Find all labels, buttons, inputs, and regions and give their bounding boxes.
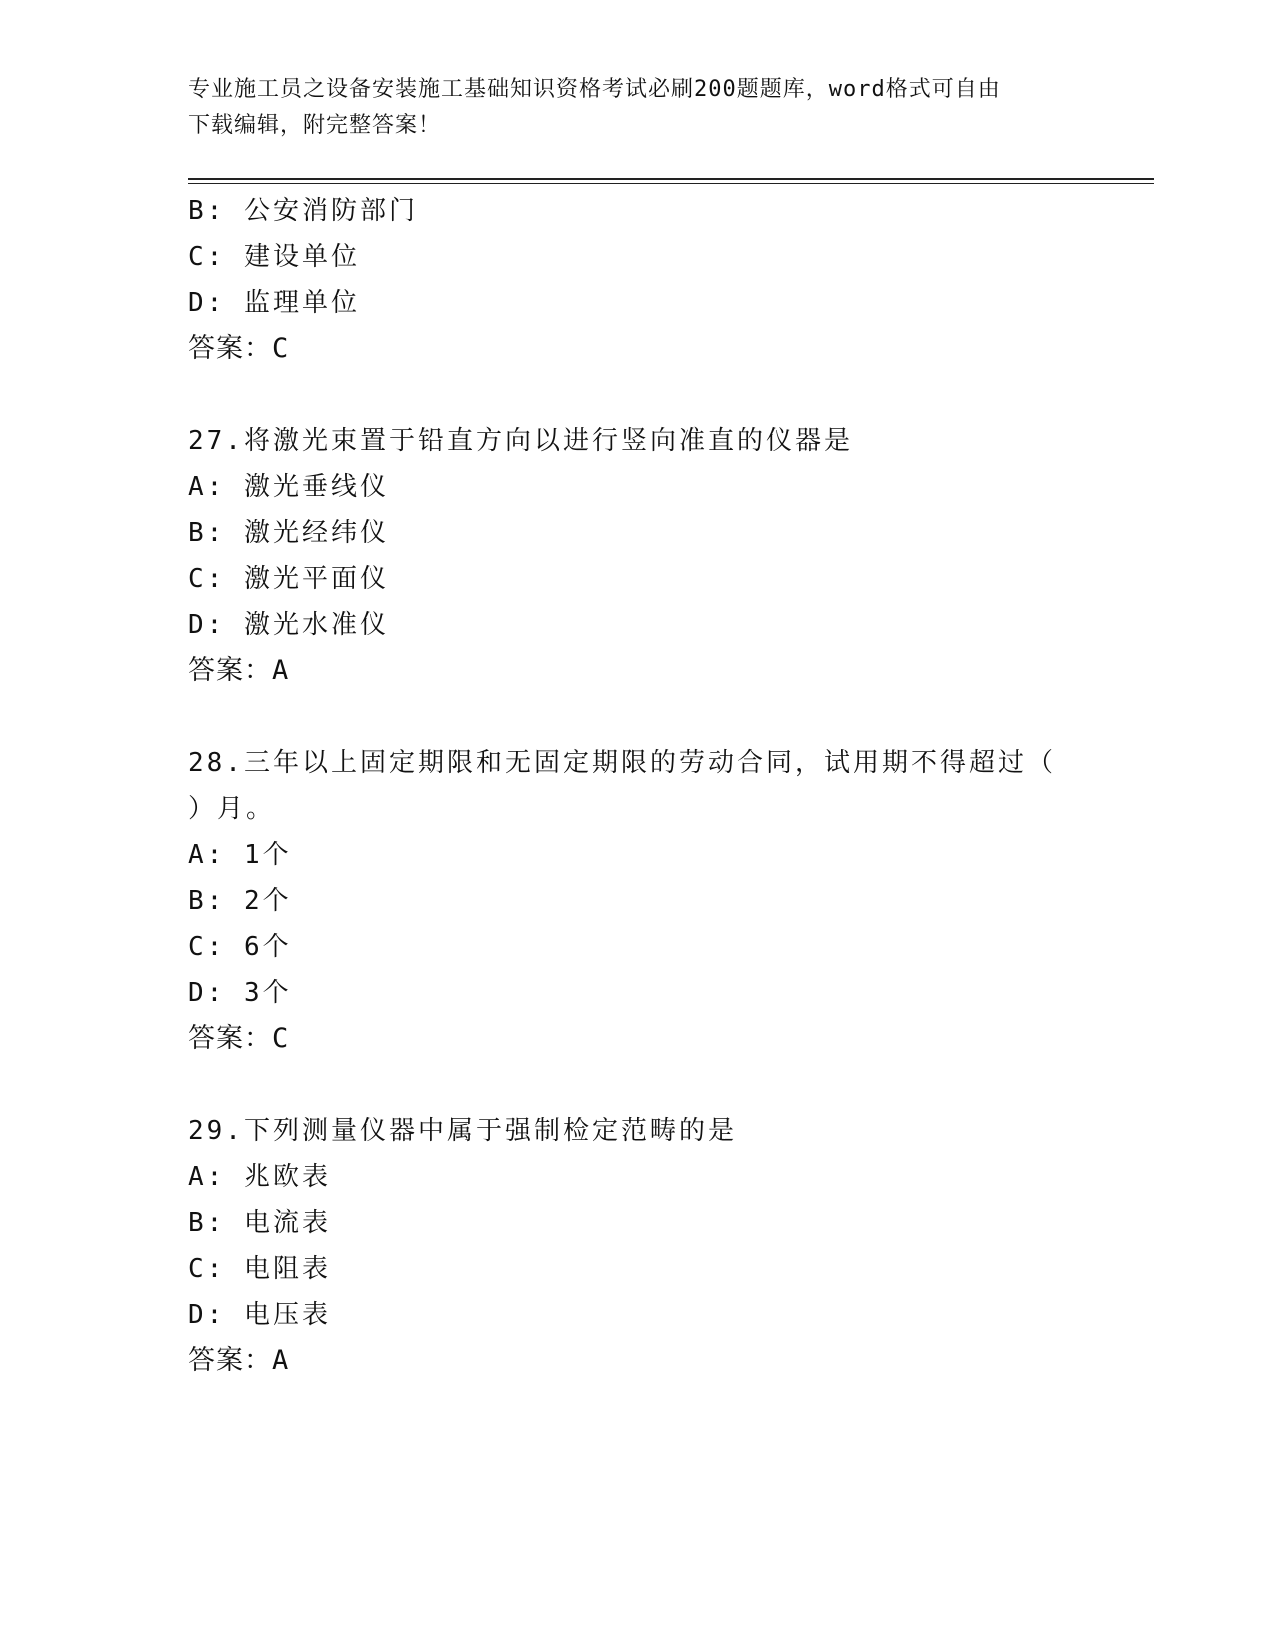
answer: 答案：C — [188, 333, 290, 364]
option-d: D: 3个 — [188, 978, 292, 1008]
question-29 — [188, 1108, 1088, 1384]
question-26-partial — [188, 188, 1088, 372]
document-header — [188, 72, 1068, 144]
option-b: B: 电流表 — [188, 1208, 331, 1238]
header-line-1: 专业施工员之设备安装施工基础知识资格考试必刷200题题库，word格式可自由 — [188, 77, 1001, 102]
option-c: C: 电阻表 — [188, 1254, 331, 1284]
question-text: 29.下列测量仪器中属于强制检定范畴的是 — [188, 1116, 737, 1146]
header-divider-thick — [188, 178, 1154, 180]
answer: 答案：A — [188, 1345, 290, 1376]
option-c: C: 建设单位 — [188, 242, 360, 272]
question-28 — [188, 740, 1088, 1062]
header-divider-thin — [188, 183, 1154, 184]
option-d: D: 激光水准仪 — [188, 610, 389, 640]
option-b: B: 公安消防部门 — [188, 196, 418, 226]
option-c: C: 6个 — [188, 932, 292, 962]
question-text: 27.将激光束置于铅直方向以进行竖向准直的仪器是 — [188, 426, 853, 456]
question-text-line-2: ）月。 — [188, 794, 276, 824]
question-text-line-1: 28.三年以上固定期限和无固定期限的劳动合同，试用期不得超过（ — [188, 748, 1056, 778]
option-b: B: 激光经纬仪 — [188, 518, 389, 548]
spacer — [188, 372, 1088, 418]
option-d: D: 监理单位 — [188, 288, 360, 318]
answer: 答案：C — [188, 1023, 290, 1054]
option-a: A: 激光垂线仪 — [188, 472, 389, 502]
option-b: B: 2个 — [188, 886, 292, 916]
header-line-2: 下载编辑，附完整答案！ — [188, 113, 442, 138]
spacer — [188, 1062, 1088, 1108]
question-list — [188, 188, 1088, 1384]
question-27 — [188, 418, 1088, 694]
option-a: A: 兆欧表 — [188, 1162, 331, 1192]
option-a: A: 1个 — [188, 840, 292, 870]
spacer — [188, 694, 1088, 740]
answer: 答案：A — [188, 655, 290, 686]
option-d: D: 电压表 — [188, 1300, 331, 1330]
option-c: C: 激光平面仪 — [188, 564, 389, 594]
